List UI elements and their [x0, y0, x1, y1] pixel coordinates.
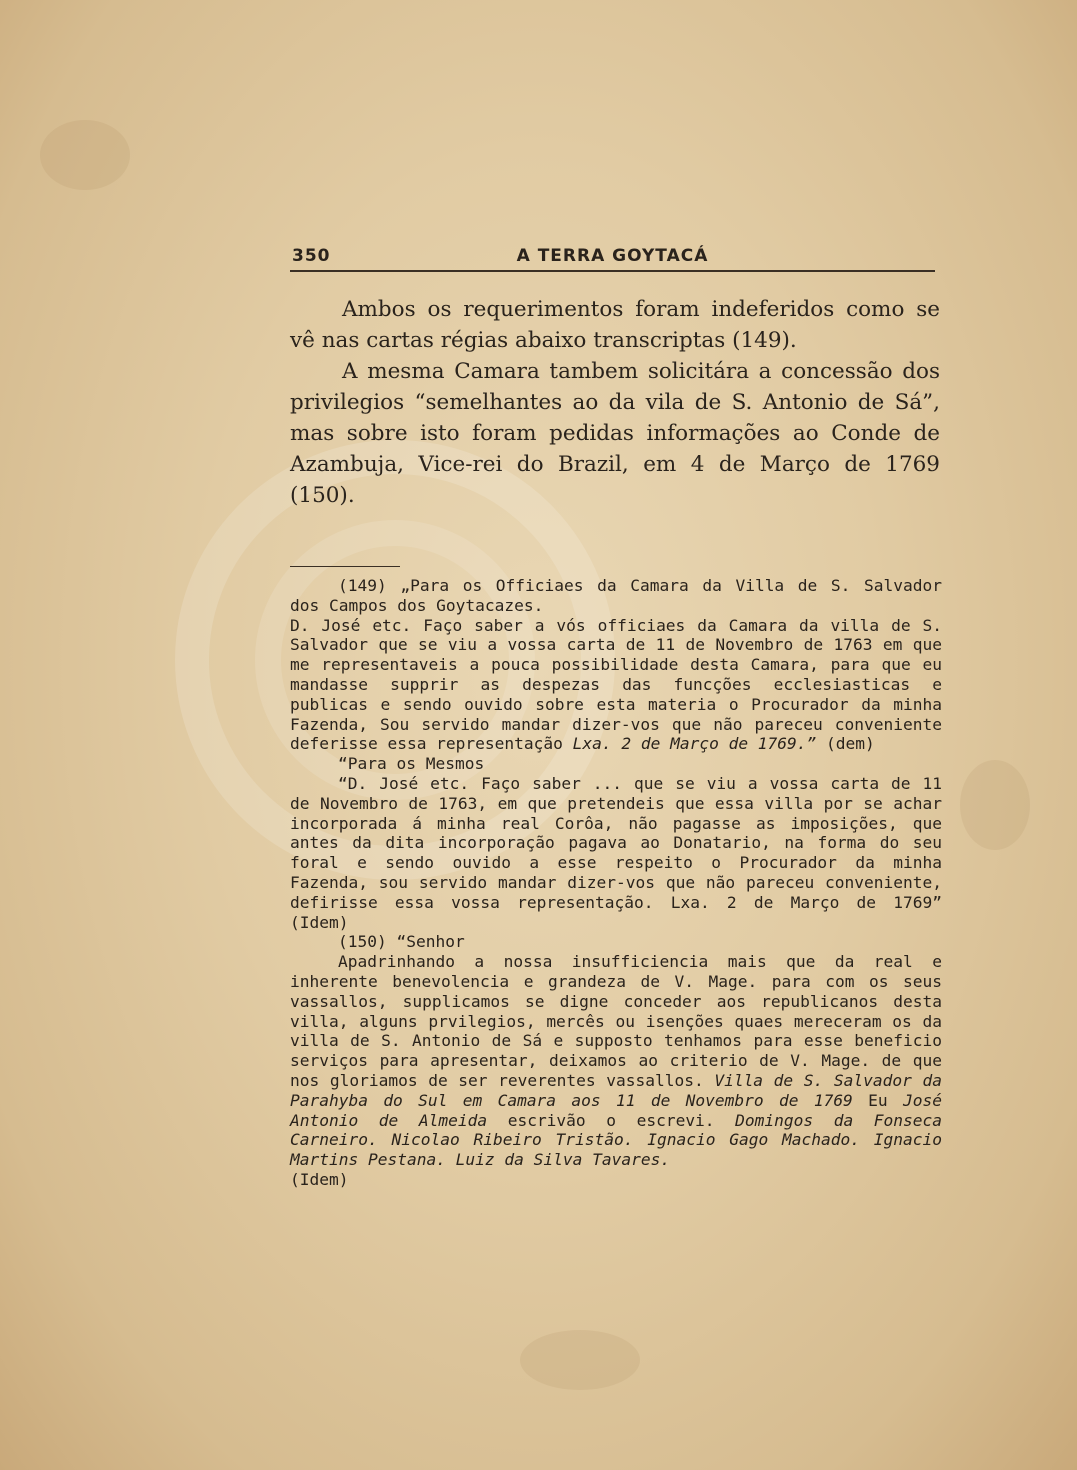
footnote-150-scribe-a: Eu — [868, 1090, 888, 1110]
footnotes — [290, 576, 942, 1190]
paper-stain — [520, 1330, 640, 1390]
paragraph-1: Ambos os requerimentos foram indeferidos como se vê nas cartas régias abaixo transcriptas (149). — [290, 297, 940, 353]
footnote-150-body: Apadrinhando a nossa insufficiencia mais que da real e inherente benevolencia e grandeza de V. Mage. para com os seus vassallos, supplicamos se digne conceder aos republicanos desta villa, alguns prvilegios, mercês ou isenções quaes mereceram os da villa de S. Antonio de Sá e supposto tenhamos para esse beneficio serviços para apresentar, deixamos ao criterio de V. Mage. de que nos gloriamos de ser reverentes vassallos. — [290, 952, 942, 1090]
paper-stain — [40, 120, 130, 190]
footnote-150-scribe-b: escrivão o escrevi. — [507, 1110, 715, 1130]
paper-stain — [960, 760, 1030, 850]
running-title: A TERRA GOYTACÁ — [516, 246, 709, 266]
paragraph-2: A mesma Camara tambem solicitára a concessão dos privilegios “semelhantes ao da vila de S. Antonio de Sá”, mas sobre isto foram pedidas informações ao Conde de Azambuja, Vice-rei do Brazil, em 4 de Março de 1769 (150). — [290, 359, 940, 508]
page-number: 350 — [292, 246, 331, 266]
main-text — [290, 294, 940, 511]
footnote-150-heading: (150) “Senhor — [338, 932, 465, 952]
footnote-150-ref: (Idem) — [290, 1169, 349, 1189]
footnote-150-place: Villa de S. Salvador da Parahyba do Sul em Camara aos 11 de Novembro de 1769 — [290, 1070, 942, 1110]
footnote-149-body: D. José etc. Faço saber a vós officiaes da Camara da villa de S. Salvador que se viu a vossa carta de 11 de Novembro de 1763 em que me representaveis a pouca possibilidade desta Camara, para que eu mandasse supprir as despezas das funcções ecclesiasticas e publicas e sendo ouvido sobre esta materia o Procurador da minha Fazenda, Sou servido mandar dizer-vos que não pareceu conveniente deferisse essa representação — [290, 615, 942, 754]
footnote-149-ref: (dem) — [826, 734, 875, 754]
footnote-letter2-heading: “Para os Mesmos — [338, 754, 485, 774]
footnote-150-signers: Domingos da Fonseca Carneiro. Nicolao Ribeiro Tristão. Ignacio Gago Machado. Ignacio Martins Pestana. Luiz da Silva Tavares. — [290, 1110, 943, 1170]
footnote-149-date: Lxa. 2 de Março de 1769.” — [572, 734, 817, 754]
footnote-149-heading: (149) „Para os Officiaes da Camara da Villa de S. Salvador dos Campos dos Goytacazes. — [290, 576, 942, 615]
footnote-letter2-text: “D. José etc. Faço saber ... que se viu a vossa carta de 11 de Novembro de 1763, em que pretendeis que essa villa por se achar incorporada á minha real Corôa, não pagasse as imposições, que antes da dita incorporação pagava ao Donatario, na forma do seu foral e sendo ouvido a esse respeito o Procurador da minha Fazenda, sou servido mandar dizer-vos que não pareceu conveniente, defirisse essa vossa representação. Lxa. 2 de Março de 1769” (Idem) — [290, 773, 942, 932]
footnote-150-scribe-name: José Antonio de Almeida — [290, 1090, 943, 1130]
footnote-149-text — [290, 616, 942, 755]
footnote-150-text — [290, 952, 942, 1170]
running-header — [290, 244, 935, 272]
footnote-rule — [290, 566, 400, 567]
